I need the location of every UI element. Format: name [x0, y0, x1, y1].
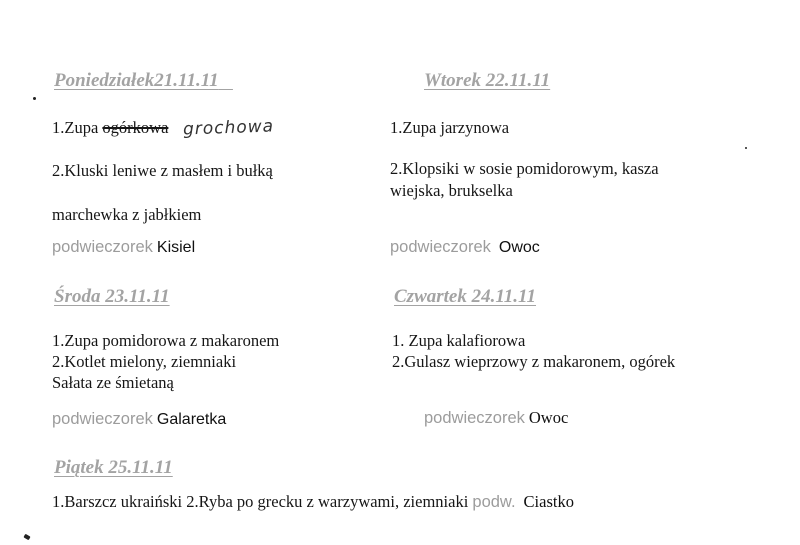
- snack-value: Galaretka: [156, 411, 227, 428]
- scan-speck: [745, 147, 747, 149]
- wednesday-soup: 1.Zupa pomidorowa z makaronem: [52, 331, 280, 350]
- tuesday-soup: 1.Zupa jarzynowa: [390, 118, 510, 137]
- snack-label: podwieczorek: [390, 238, 491, 256]
- thursday-main: 2.Gulasz wieprzowy z makaronem, ogórek: [392, 352, 676, 371]
- tuesday-heading: Wtorek 22.11.11: [424, 70, 551, 91]
- monday-heading: Poniedziałek21.11.11: [54, 70, 219, 91]
- wednesday-main: 2.Kotlet mielony, ziemniaki: [52, 352, 237, 371]
- friday-meals: 1.Barszcz ukraiński 2.Ryba po grecku z warzywami, ziemniaki: [52, 492, 473, 511]
- snack-value: Ciastko: [523, 492, 574, 511]
- wednesday-side: Sałata ze śmietaną: [52, 373, 174, 392]
- wednesday-snack: [52, 410, 226, 429]
- scan-speck: [33, 97, 36, 100]
- monday-soup: 1.Zupa ogórkowa grochowa: [52, 116, 274, 140]
- monday-snack: [52, 238, 195, 257]
- snack-label: podwieczorek: [52, 238, 153, 256]
- snack-label: podw.: [472, 493, 516, 511]
- handwritten-correction: grochowa: [182, 116, 274, 140]
- tuesday-snack: [390, 238, 540, 257]
- snack-value: Kisiel: [156, 239, 196, 256]
- thursday-snack: [424, 408, 568, 428]
- thursday-heading: Czwartek 24.11.11: [394, 286, 536, 307]
- snack-value: Owoc: [498, 239, 540, 256]
- friday-heading: Piątek 25.11.11: [54, 457, 173, 478]
- snack-value: Owoc: [528, 408, 569, 427]
- snack-label: podwieczorek: [424, 409, 525, 427]
- wednesday-heading: Środa 23.11.11: [54, 286, 170, 307]
- friday-line: [52, 492, 574, 512]
- tuesday-main: 2.Klopsiki w sosie pomidorowym, kasza: [390, 159, 659, 178]
- monday-main: 2.Kluski leniwe z masłem i bułką: [52, 161, 273, 180]
- crossed-out-soup: ogórkowa: [102, 118, 169, 137]
- scan-speck: [23, 534, 30, 540]
- thursday-soup: 1. Zupa kalafiorowa: [392, 331, 526, 350]
- tuesday-main-cont: wiejska, brukselka: [390, 181, 513, 200]
- monday-side: marchewka z jabłkiem: [52, 205, 202, 224]
- snack-label: podwieczorek: [52, 410, 153, 428]
